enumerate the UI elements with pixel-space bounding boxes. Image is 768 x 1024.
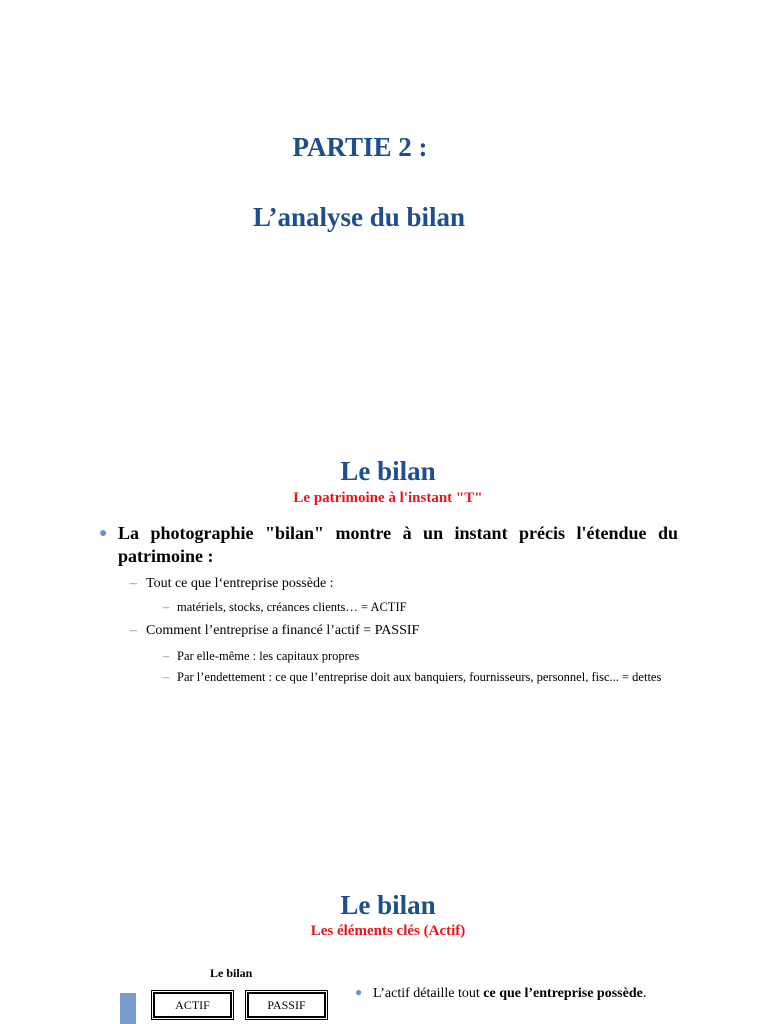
actif-description: L’actif détaille tout ce que l’entreprise possède. xyxy=(373,986,647,1001)
dash-icon: – xyxy=(130,623,137,638)
bilan-actif-subtitle: Les éléments clés (Actif) xyxy=(310,923,466,939)
bilan-title: Le bilan xyxy=(340,456,436,486)
bullet-dot-icon: ● xyxy=(355,985,363,999)
partie-subtitle: L’analyse du bilan xyxy=(252,202,466,232)
sub-sub-bullet-capitaux: – Par elle-même : les capitaux propres xyxy=(163,649,360,663)
bilan-subtitle: Le patrimoine à l'instant "T" xyxy=(293,490,483,506)
passif-box: PASSIF xyxy=(247,992,326,1018)
bullet-main-text: La photographie "bilan" montre à un instant précis l'étendue du patrimoine : xyxy=(118,523,678,566)
dash-icon: – xyxy=(130,576,137,591)
dash-icon: – xyxy=(163,649,170,663)
sub-sub-bullet-dettes: – Par l’endettement : ce que l’entreprise doit aux banquiers, fournisseurs, personnel, fisc... = dettes xyxy=(163,670,662,684)
sub-bullet-possessions: – Tout ce que l‘entreprise possède : xyxy=(130,576,334,591)
sub-sub-bullet-actif: – matériels, stocks, créances clients… = ACTIF xyxy=(163,600,407,614)
dash-icon: – xyxy=(163,670,170,684)
sub-bullet-financement: – Comment l’entreprise a financé l’actif = PASSIF xyxy=(130,623,420,638)
diagram-bar xyxy=(120,993,136,1024)
dash-icon: – xyxy=(163,600,170,614)
partie-title: PARTIE 2 : xyxy=(292,132,428,162)
actif-box: ACTIF xyxy=(153,992,232,1018)
bullet-dot-icon: ● xyxy=(99,526,108,541)
diagram-title: Le bilan xyxy=(210,966,253,980)
bilan-actif-title: Le bilan xyxy=(340,890,436,920)
